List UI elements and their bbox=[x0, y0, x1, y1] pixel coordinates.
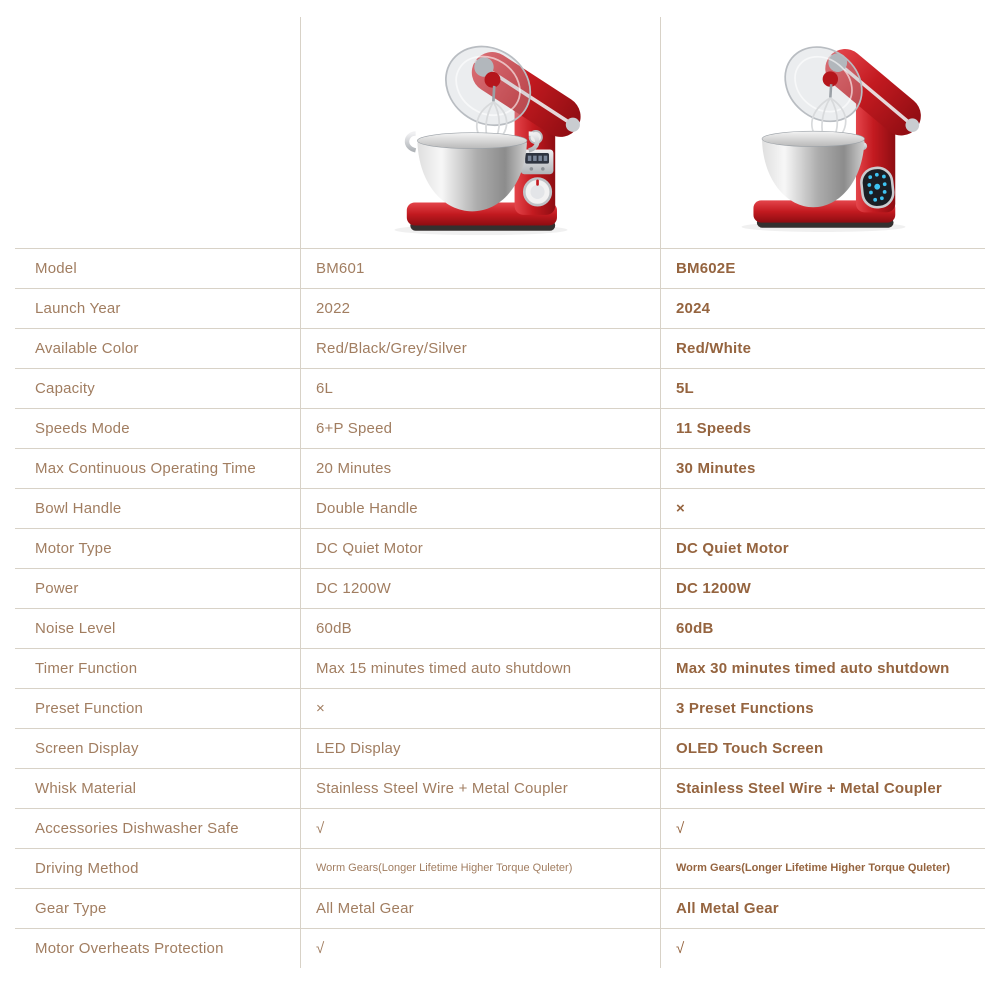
spec-value-bm602e: DC 1200W bbox=[660, 569, 985, 608]
spec-row-driving-method bbox=[15, 848, 985, 888]
spec-label: Whisk Material bbox=[35, 779, 137, 797]
spec-label: Timer Function bbox=[35, 659, 138, 677]
spec-value-bm601: √ bbox=[300, 809, 660, 848]
spec-label: Max Continuous Operating Time bbox=[35, 459, 256, 477]
comparison-header bbox=[15, 0, 985, 248]
spec-label: Gear Type bbox=[35, 899, 107, 917]
spec-row-bowl-handle bbox=[15, 488, 985, 528]
spec-value-bm602e: 2024 bbox=[660, 289, 985, 328]
spec-value-bm602e: 30 Minutes bbox=[660, 449, 985, 488]
spec-table-rows bbox=[15, 248, 985, 968]
header-cell-bm602e bbox=[660, 17, 985, 248]
spec-value-bm602e: Stainless Steel Wire + Metal Coupler bbox=[660, 769, 985, 808]
spec-value-bm602e: All Metal Gear bbox=[660, 889, 985, 928]
spec-value-bm602e: 5L bbox=[660, 369, 985, 408]
spec-value-bm602e: OLED Touch Screen bbox=[660, 729, 985, 768]
spec-label: Available Color bbox=[35, 339, 139, 357]
spec-value-bm601: All Metal Gear bbox=[300, 889, 660, 928]
spec-row-power bbox=[15, 568, 985, 608]
spec-row-motor-overheats-protection bbox=[15, 928, 985, 968]
spec-value-bm602e: √ bbox=[660, 809, 985, 848]
spec-value-bm601: 6L bbox=[300, 369, 660, 408]
spec-label: Model bbox=[35, 259, 77, 277]
spec-row-screen-display bbox=[15, 728, 985, 768]
spec-row-whisk-material bbox=[15, 768, 985, 808]
spec-value-bm601: 20 Minutes bbox=[300, 449, 660, 488]
spec-label: Launch Year bbox=[35, 299, 121, 317]
spec-row-capacity bbox=[15, 368, 985, 408]
spec-value-bm602e: BM602E bbox=[660, 249, 985, 288]
spec-value-bm601: LED Display bbox=[300, 729, 660, 768]
spec-value-bm602e: 3 Preset Functions bbox=[660, 689, 985, 728]
spec-row-noise-level bbox=[15, 608, 985, 648]
spec-row-launch-year bbox=[15, 288, 985, 328]
spec-value-bm601: Stainless Steel Wire + Metal Coupler bbox=[300, 769, 660, 808]
spec-value-bm602e: Max 30 minutes timed auto shutdown bbox=[660, 649, 985, 688]
spec-value-bm601: DC Quiet Motor bbox=[300, 529, 660, 568]
spec-value-bm601: 6+P Speed bbox=[300, 409, 660, 448]
spec-label: Accessories Dishwasher Safe bbox=[35, 819, 239, 837]
spec-row-available-color bbox=[15, 328, 985, 368]
spec-value-bm602e: Red/White bbox=[660, 329, 985, 368]
spec-value-bm601: Max 15 minutes timed auto shutdown bbox=[300, 649, 660, 688]
spec-row-speeds-mode bbox=[15, 408, 985, 448]
spec-row-timer-function bbox=[15, 648, 985, 688]
spec-value-bm602e: 11 Speeds bbox=[660, 409, 985, 448]
spec-value-bm602e: √ bbox=[660, 929, 985, 968]
spec-label: Motor Overheats Protection bbox=[35, 939, 224, 957]
spec-value-bm602e: 60dB bbox=[660, 609, 985, 648]
product-comparison-table bbox=[15, 0, 985, 968]
bm602e-product-image bbox=[721, 32, 926, 244]
spec-label: Power bbox=[35, 579, 79, 597]
spec-value-bm601: 2022 bbox=[300, 289, 660, 328]
spec-value-bm601: DC 1200W bbox=[300, 569, 660, 608]
spec-row-motor-type bbox=[15, 528, 985, 568]
spec-label: Motor Type bbox=[35, 539, 112, 557]
spec-value-bm601: 60dB bbox=[300, 609, 660, 648]
oled-display bbox=[859, 166, 894, 208]
spec-value-bm601: √ bbox=[300, 929, 660, 968]
spec-row-accessories-dishwasher-safe bbox=[15, 808, 985, 848]
spec-row-preset-function bbox=[15, 688, 985, 728]
spec-label: Preset Function bbox=[35, 699, 144, 717]
spec-value-bm601: Worm Gears(Longer Lifetime Higher Torque Quleter) bbox=[300, 849, 660, 888]
bm601-product-image bbox=[375, 32, 587, 244]
spec-row-model bbox=[15, 248, 985, 288]
spec-label: Screen Display bbox=[35, 739, 139, 757]
spec-value-bm602e: × bbox=[660, 489, 985, 528]
spec-value-bm601: Red/Black/Grey/Silver bbox=[300, 329, 660, 368]
spec-value-bm601: BM601 bbox=[300, 249, 660, 288]
spec-row-gear-type bbox=[15, 888, 985, 928]
header-empty-cell bbox=[15, 0, 300, 248]
spec-value-bm602e: Worm Gears(Longer Lifetime Higher Torque Quleter) bbox=[660, 849, 985, 888]
spec-value-bm602e: DC Quiet Motor bbox=[660, 529, 985, 568]
spec-row-max-continuous-operating-time bbox=[15, 448, 985, 488]
spec-label: Driving Method bbox=[35, 859, 139, 877]
spec-label: Speeds Mode bbox=[35, 419, 130, 437]
spec-label: Noise Level bbox=[35, 619, 116, 637]
spec-value-bm601: × bbox=[300, 689, 660, 728]
header-cell-bm601 bbox=[300, 17, 660, 248]
spec-label: Bowl Handle bbox=[35, 499, 122, 517]
spec-label: Capacity bbox=[35, 379, 95, 397]
spec-value-bm601: Double Handle bbox=[300, 489, 660, 528]
